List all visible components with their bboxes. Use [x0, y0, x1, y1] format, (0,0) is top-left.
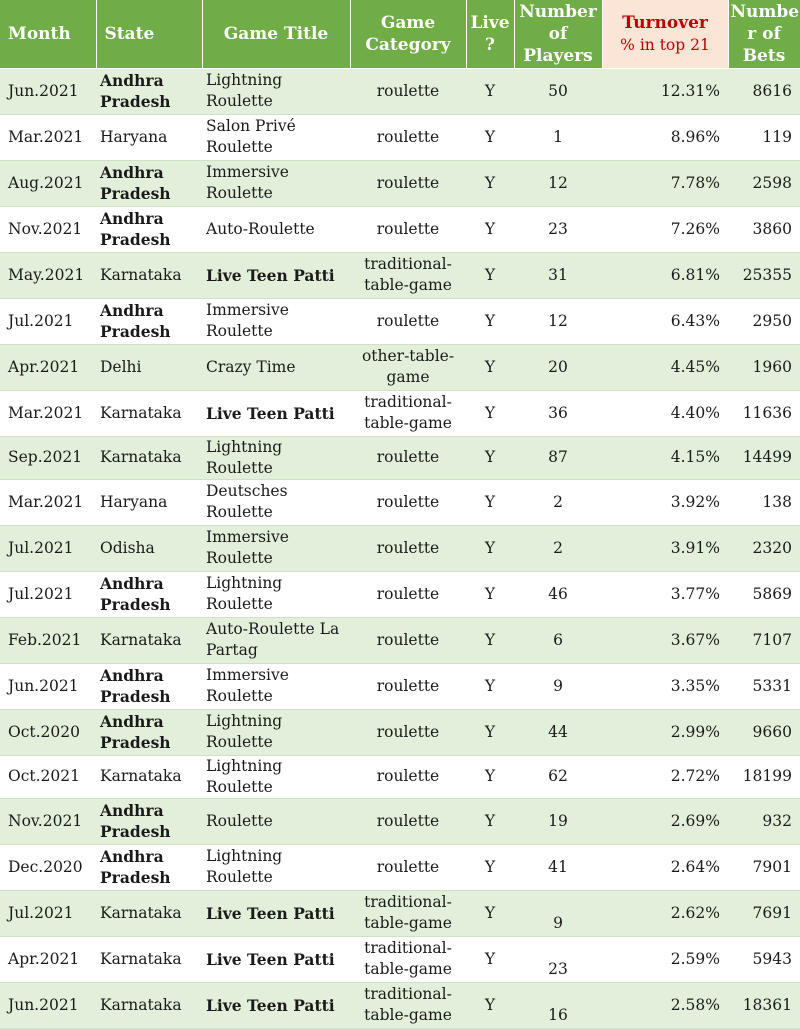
month-cell: Jun.2021	[0, 663, 96, 709]
game-title-cell: Immersive Roulette	[202, 525, 350, 571]
table-row	[0, 709, 800, 755]
turnover-cell: 8.96%	[602, 114, 728, 160]
bets-cell: 2320	[728, 525, 800, 571]
turnover-cell: 4.40%	[602, 390, 728, 436]
players-cell: 6	[514, 617, 602, 663]
state-cell: Haryana	[96, 479, 202, 525]
state-cell: Karnataka	[96, 617, 202, 663]
turnover-cell: 2.59%	[602, 936, 728, 982]
table-row	[0, 206, 800, 252]
game-category-cell: roulette	[350, 571, 466, 617]
game-category-cell: traditional-table-game	[350, 390, 466, 436]
table-row	[0, 844, 800, 890]
bets-cell: 7691	[728, 890, 800, 936]
month-cell: Jul.2021	[0, 298, 96, 344]
players-cell: 12	[514, 298, 602, 344]
players-cell: 23	[514, 936, 602, 982]
game-title-cell: Crazy Time	[202, 344, 350, 390]
state-cell: Andhra Pradesh	[96, 709, 202, 755]
turnover-cell: 6.43%	[602, 298, 728, 344]
state-cell: Andhra Pradesh	[96, 206, 202, 252]
state-cell: Karnataka	[96, 890, 202, 936]
players-cell: 44	[514, 709, 602, 755]
state-cell: Karnataka	[96, 390, 202, 436]
players-cell: 62	[514, 755, 602, 798]
table-row	[0, 160, 800, 206]
month-cell: Jul.2021	[0, 890, 96, 936]
bets-cell: 3860	[728, 206, 800, 252]
bets-cell: 5331	[728, 663, 800, 709]
month-cell: Jun.2021	[0, 68, 96, 114]
bets-cell: 5869	[728, 571, 800, 617]
game-category-cell: roulette	[350, 436, 466, 479]
table-row	[0, 982, 800, 1028]
header-game-category: Game Category	[350, 0, 466, 68]
bets-cell: 138	[728, 479, 800, 525]
live-cell: Y	[466, 344, 514, 390]
live-cell: Y	[466, 68, 514, 114]
turnover-cell: 2.64%	[602, 844, 728, 890]
players-cell: 87	[514, 436, 602, 479]
live-cell: Y	[466, 114, 514, 160]
game-category-cell: traditional-table-game	[350, 890, 466, 936]
live-cell: Y	[466, 479, 514, 525]
table-row	[0, 890, 800, 936]
header-number-of-bets: Numbe r of Bets	[728, 0, 800, 68]
table-row	[0, 525, 800, 571]
turnover-cell: 4.45%	[602, 344, 728, 390]
players-cell: 41	[514, 844, 602, 890]
game-category-cell: traditional-table-game	[350, 252, 466, 298]
state-cell: Andhra Pradesh	[96, 663, 202, 709]
players-cell: 46	[514, 571, 602, 617]
header-live: Live ?	[466, 0, 514, 68]
players-cell: 31	[514, 252, 602, 298]
month-cell: Dec.2020	[0, 844, 96, 890]
month-cell: Apr.2021	[0, 344, 96, 390]
game-category-cell: roulette	[350, 617, 466, 663]
month-cell: Nov.2021	[0, 206, 96, 252]
live-cell: Y	[466, 160, 514, 206]
game-category-cell: roulette	[350, 206, 466, 252]
live-cell: Y	[466, 206, 514, 252]
month-cell: Feb.2021	[0, 617, 96, 663]
state-cell: Andhra Pradesh	[96, 160, 202, 206]
game-category-cell: roulette	[350, 709, 466, 755]
game-title-cell: Live Teen Patti	[202, 890, 350, 936]
game-title-cell: Immersive Roulette	[202, 663, 350, 709]
month-cell: Mar.2021	[0, 390, 96, 436]
live-cell: Y	[466, 571, 514, 617]
game-category-cell: roulette	[350, 755, 466, 798]
month-cell: Apr.2021	[0, 936, 96, 982]
month-cell: Mar.2021	[0, 114, 96, 160]
turnover-cell: 3.77%	[602, 571, 728, 617]
game-title-cell: Deutsches Roulette	[202, 479, 350, 525]
turnover-cell: 7.26%	[602, 206, 728, 252]
live-cell: Y	[466, 844, 514, 890]
bets-cell: 2950	[728, 298, 800, 344]
month-cell: Mar.2021	[0, 479, 96, 525]
turnover-cell: 2.62%	[602, 890, 728, 936]
state-cell: Andhra Pradesh	[96, 844, 202, 890]
month-cell: Oct.2020	[0, 709, 96, 755]
turnover-cell: 6.81%	[602, 252, 728, 298]
month-cell: Jun.2021	[0, 982, 96, 1028]
players-cell: 9	[514, 890, 602, 936]
game-title-cell: Immersive Roulette	[202, 160, 350, 206]
table-row	[0, 755, 800, 798]
state-cell: Odisha	[96, 525, 202, 571]
turnover-cell: 3.91%	[602, 525, 728, 571]
bets-cell: 7107	[728, 617, 800, 663]
game-title-cell: Immersive Roulette	[202, 298, 350, 344]
game-title-cell: Roulette	[202, 798, 350, 844]
bets-cell: 18361	[728, 982, 800, 1028]
table-row	[0, 798, 800, 844]
table-row	[0, 479, 800, 525]
turnover-cell: 4.15%	[602, 436, 728, 479]
turnover-cell: 2.99%	[602, 709, 728, 755]
table-row	[0, 344, 800, 390]
header-game-title: Game Title	[202, 0, 350, 68]
game-title-cell: Live Teen Patti	[202, 252, 350, 298]
table-row	[0, 571, 800, 617]
game-category-cell: traditional-table-game	[350, 936, 466, 982]
game-category-cell: roulette	[350, 160, 466, 206]
game-category-cell: other-table-game	[350, 344, 466, 390]
live-cell: Y	[466, 525, 514, 571]
game-category-cell: roulette	[350, 114, 466, 160]
game-title-cell: Live Teen Patti	[202, 982, 350, 1028]
month-cell: Oct.2021	[0, 755, 96, 798]
state-cell: Haryana	[96, 114, 202, 160]
live-cell: Y	[466, 890, 514, 936]
bets-cell: 1960	[728, 344, 800, 390]
table-row	[0, 390, 800, 436]
live-cell: Y	[466, 436, 514, 479]
game-title-cell: Lightning Roulette	[202, 571, 350, 617]
header-state: State	[96, 0, 202, 68]
turnover-cell: 7.78%	[602, 160, 728, 206]
header-row	[0, 0, 800, 68]
bets-cell: 5943	[728, 936, 800, 982]
turnover-cell: 2.69%	[602, 798, 728, 844]
header-month: Month	[0, 0, 96, 68]
month-cell: May.2021	[0, 252, 96, 298]
bets-cell: 2598	[728, 160, 800, 206]
players-cell: 36	[514, 390, 602, 436]
state-cell: Andhra Pradesh	[96, 798, 202, 844]
players-cell: 50	[514, 68, 602, 114]
game-title-cell: Lightning Roulette	[202, 844, 350, 890]
bets-cell: 119	[728, 114, 800, 160]
live-cell: Y	[466, 936, 514, 982]
bets-cell: 932	[728, 798, 800, 844]
live-cell: Y	[466, 298, 514, 344]
table-row	[0, 936, 800, 982]
game-category-cell: roulette	[350, 68, 466, 114]
state-cell: Karnataka	[96, 936, 202, 982]
state-cell: Delhi	[96, 344, 202, 390]
players-cell: 2	[514, 525, 602, 571]
live-cell: Y	[466, 798, 514, 844]
bets-cell: 18199	[728, 755, 800, 798]
game-title-cell: Lightning Roulette	[202, 709, 350, 755]
players-cell: 19	[514, 798, 602, 844]
live-cell: Y	[466, 252, 514, 298]
live-cell: Y	[466, 982, 514, 1028]
state-cell: Andhra Pradesh	[96, 68, 202, 114]
bets-cell: 8616	[728, 68, 800, 114]
table-row	[0, 114, 800, 160]
state-cell: Karnataka	[96, 982, 202, 1028]
turnover-cell: 2.72%	[602, 755, 728, 798]
game-category-cell: traditional-table-game	[350, 982, 466, 1028]
turnover-cell: 2.58%	[602, 982, 728, 1028]
table-row	[0, 617, 800, 663]
live-cell: Y	[466, 709, 514, 755]
players-cell: 16	[514, 982, 602, 1028]
game-category-cell: roulette	[350, 663, 466, 709]
game-title-cell: Salon Privé Roulette	[202, 114, 350, 160]
live-cell: Y	[466, 617, 514, 663]
live-cell: Y	[466, 755, 514, 798]
game-title-cell: Lightning Roulette	[202, 436, 350, 479]
game-title-cell: Live Teen Patti	[202, 936, 350, 982]
players-cell: 12	[514, 160, 602, 206]
game-category-cell: roulette	[350, 298, 466, 344]
players-cell: 9	[514, 663, 602, 709]
turnover-cell: 3.35%	[602, 663, 728, 709]
game-title-cell: Lightning Roulette	[202, 68, 350, 114]
state-cell: Andhra Pradesh	[96, 571, 202, 617]
month-cell: Jul.2021	[0, 571, 96, 617]
players-cell: 1	[514, 114, 602, 160]
live-cell: Y	[466, 663, 514, 709]
header-turnover-title: Turnover	[622, 12, 708, 33]
game-category-cell: roulette	[350, 798, 466, 844]
turnover-cell: 3.67%	[602, 617, 728, 663]
turnover-cell: 12.31%	[602, 68, 728, 114]
table-row	[0, 252, 800, 298]
game-title-cell: Lightning Roulette	[202, 755, 350, 798]
month-cell: Sep.2021	[0, 436, 96, 479]
table-row	[0, 436, 800, 479]
state-cell: Karnataka	[96, 436, 202, 479]
game-title-cell: Auto-Roulette	[202, 206, 350, 252]
game-title-cell: Auto-Roulette La Partag	[202, 617, 350, 663]
state-cell: Karnataka	[96, 252, 202, 298]
month-cell: Nov.2021	[0, 798, 96, 844]
game-category-cell: roulette	[350, 844, 466, 890]
bets-cell: 14499	[728, 436, 800, 479]
players-cell: 23	[514, 206, 602, 252]
live-cell: Y	[466, 390, 514, 436]
state-cell: Karnataka	[96, 755, 202, 798]
game-category-cell: roulette	[350, 479, 466, 525]
bets-cell: 11636	[728, 390, 800, 436]
table-row	[0, 663, 800, 709]
game-title-cell: Live Teen Patti	[202, 390, 350, 436]
game-category-cell: roulette	[350, 525, 466, 571]
players-cell: 20	[514, 344, 602, 390]
header-turnover	[602, 0, 728, 68]
state-cell: Andhra Pradesh	[96, 298, 202, 344]
month-cell: Aug.2021	[0, 160, 96, 206]
players-cell: 2	[514, 479, 602, 525]
table-row	[0, 298, 800, 344]
bets-cell: 7901	[728, 844, 800, 890]
bets-cell: 25355	[728, 252, 800, 298]
table-row	[0, 68, 800, 114]
header-turnover-subtitle: % in top 21	[620, 35, 710, 54]
turnover-cell: 3.92%	[602, 479, 728, 525]
header-number-of-players: Number of Players	[514, 0, 602, 68]
bets-cell: 9660	[728, 709, 800, 755]
month-cell: Jul.2021	[0, 525, 96, 571]
